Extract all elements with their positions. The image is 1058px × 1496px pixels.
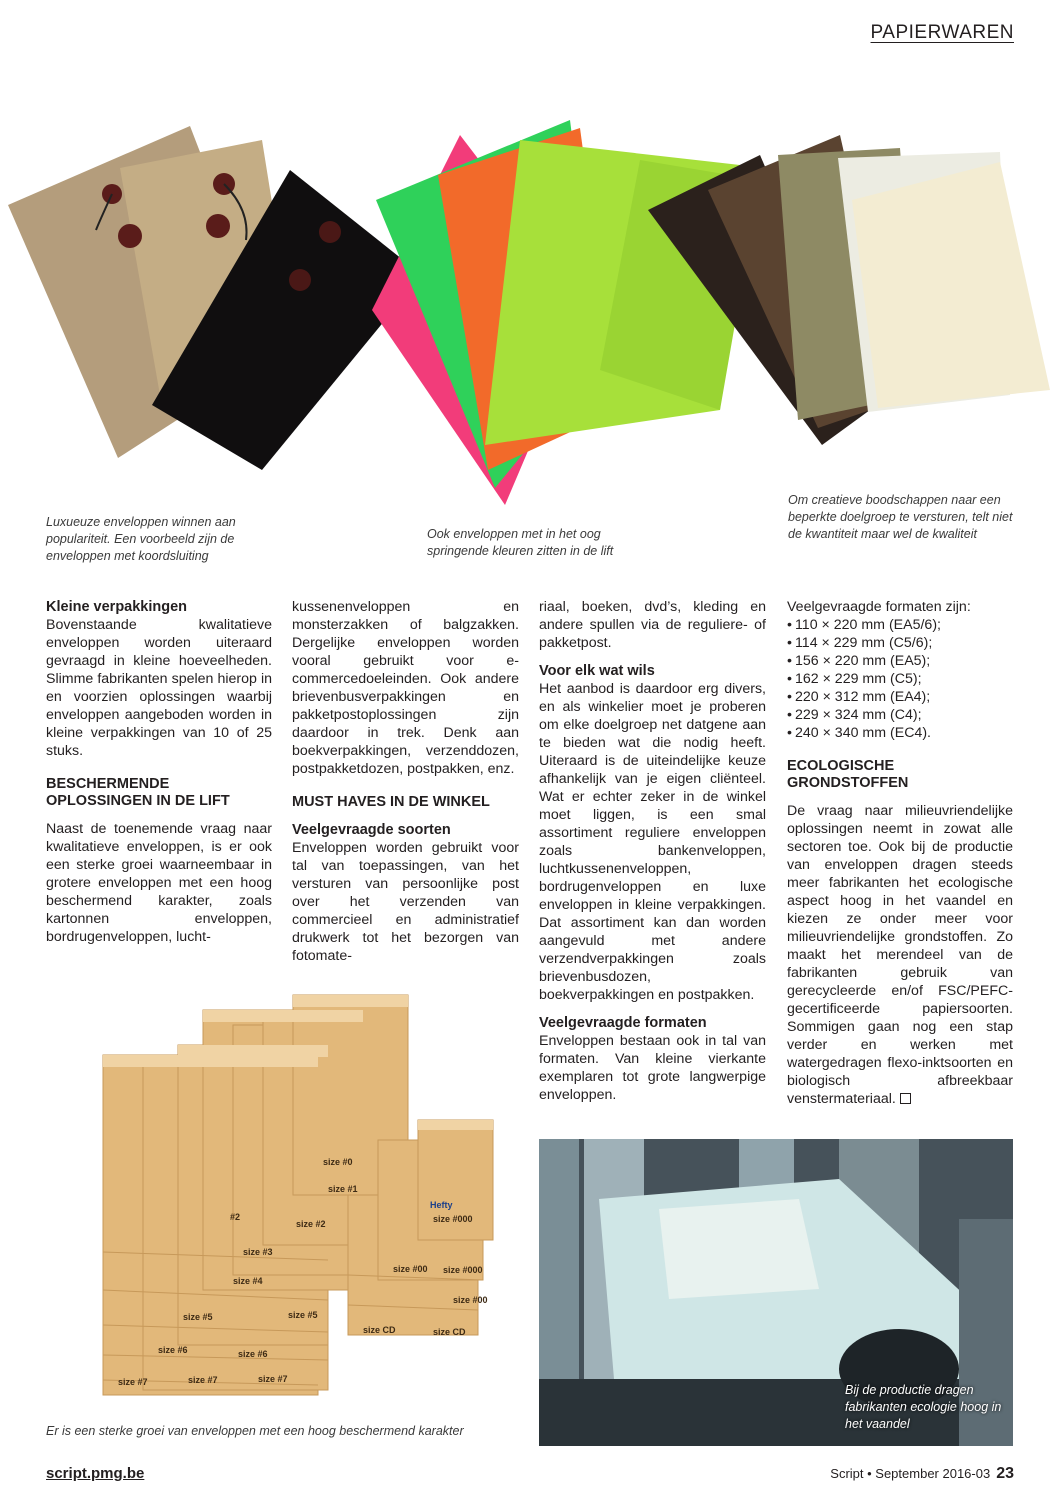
cream-envelope [852, 162, 1050, 408]
bubble-envelopes-photo [58, 990, 508, 1410]
list-item: • 162 × 229 mm (C5); [787, 670, 1013, 688]
svg-text:size CD: size CD [433, 1327, 466, 1337]
envelopes-photo [0, 110, 1058, 510]
svg-text:size CD: size CD [363, 1325, 396, 1335]
svg-text:size #000: size #000 [433, 1214, 473, 1224]
svg-text:size #7: size #7 [118, 1377, 148, 1387]
svg-text:size #5: size #5 [183, 1312, 213, 1322]
paragraph-veelgevraagde-formaten: Enveloppen bestaan ook in tal van formaten. Van kleine vierkante exemplaren tot grote langwerpige enveloppen. [539, 1033, 766, 1103]
paragraph-ecologische-grondstoffen: De vraag naar milieuvriendelijke oplossingen neemt in zowat alle sectoren toe. Ook bij de productie van enveloppen dragen steeds meer fabrikanten het ecologische aspect hoog in het vaandel en kiezen ze onder meer voor milieuvriendelijke grondstoffen. Zo maakt het merendeel van de fabrikanten gebruik van gerecycleerde en/of FSC/PEFC-gecertificeerde papiersoorten. Sommigen gaan nog een stap verder en werken met watergedragen flexo-inktsoorten en biologisch afbreekbaar venstermateriaal. [787, 803, 1013, 1107]
heading-veelgevraagde-soorten: Veelgevraagde soorten [292, 822, 451, 838]
string-button [289, 269, 311, 291]
paragraph-beschermende-oplossingen: Naast de toenemende vraag naar kwalitatieve enveloppen, is er ook een sterke groei waarneembaar in grotere enveloppen met een hoog beschermend karakter, zoals kartonnen enveloppen, bordrugenveloppen, lucht- [46, 821, 272, 945]
svg-text:size #7: size #7 [188, 1375, 218, 1385]
heading-must-haves: MUST HAVES IN DE WINKEL [292, 794, 490, 810]
caption-bubble: Er is een sterke groei van enveloppen met een hoog beschermend karakter [46, 1424, 464, 1438]
svg-text:Hefty: Hefty [430, 1200, 453, 1210]
string-button [206, 214, 230, 238]
svg-text:size #000: size #000 [443, 1265, 483, 1275]
list-item: • 220 × 312 mm (EA4); [787, 688, 1013, 706]
end-of-article-icon [900, 1093, 911, 1104]
footer-issue [830, 1465, 1014, 1483]
production-photo [539, 1139, 1013, 1446]
string-button [319, 221, 341, 243]
heading-kleine-verpakkingen: Kleine verpakkingen [46, 599, 188, 615]
list-item: • 114 × 229 mm (C5/6); [787, 634, 1013, 652]
page-number: 23 [996, 1465, 1014, 1482]
formaten-list [787, 616, 1013, 742]
column-2 [292, 598, 519, 965]
list-item: • 229 × 324 mm (C4); [787, 706, 1013, 724]
svg-text:size #7: size #7 [258, 1374, 288, 1384]
svg-text:size #0: size #0 [323, 1157, 353, 1167]
caption-luxury: Luxueuze enveloppen winnen aan populariteit. Een voorbeeld zijn de enveloppen met koordsluiting [46, 515, 236, 563]
svg-text:size #6: size #6 [158, 1345, 188, 1355]
issue-label: Script • September 2016-03 [830, 1466, 991, 1481]
svg-text:size #2: size #2 [296, 1219, 326, 1229]
column-1 [46, 598, 272, 946]
formaten-intro: Veelgevraagde formaten zijn: [787, 599, 971, 615]
svg-text:size #1: size #1 [328, 1184, 358, 1194]
list-item: • 156 × 220 mm (EA5); [787, 652, 1013, 670]
svg-text:size #00: size #00 [393, 1264, 428, 1274]
heading-ecologische-grondstoffen: ECOLOGISCHE GRONDSTOFFEN [787, 758, 909, 791]
paragraph-voor-elk-wat-wils: Het aanbod is daardoor erg divers, en als winkelier moet je proberen om elke doelgroep net datgene aan te bieden wat die nodig heeft. Uiteraard is de uiteindelijke keuze afhankelijk van je eigen cliënteel. Wat er echter zeker in de winkel moet liggen, is een smal assortiment reguliere enveloppen zoals bankenveloppen, luchtkussenenveloppen, bordrugenveloppen en luxe enveloppen in kleine verpakkingen. Dat assortiment kan dan worden aangevuld met andere verzendverpakkingen zoals brievenbusdozen, boekverpakkingen en postpakken. [539, 681, 766, 1003]
list-item: • 110 × 220 mm (EA5/6); [787, 616, 1013, 634]
svg-text:size #4: size #4 [233, 1276, 263, 1286]
footer-site-link[interactable]: script.pmg.be [46, 1465, 145, 1482]
caption-colored: Ook enveloppen met in het oog springende kleuren zitten in de lift [427, 527, 614, 558]
paragraph-veelgevraagde-soorten: Enveloppen worden gebruikt voor tal van toepassingen, van het versturen van persoonlijke post over het verzenden van commercieel en administratief drukwerk tot het bezorgen van fotomate- [292, 840, 519, 964]
svg-text:size #6: size #6 [238, 1349, 268, 1359]
heading-voor-elk-wat-wils: Voor elk wat wils [539, 663, 655, 679]
list-item: • 240 × 340 mm (EC4). [787, 724, 1013, 742]
svg-text:#2: #2 [230, 1212, 241, 1222]
paragraph-kleine-verpakkingen: Bovenstaande kwalitatieve enveloppen worden uiteraard gevraagd in kleine hoeveelheden. Slimme fabrikanten spelen hierop in en voorzien oplossingen waarbij enveloppen aangeboden worden in kleine verpakkingen van 10 of 25 stuks. [46, 617, 272, 759]
paragraph-beschermende-continued: kussenenveloppen en monsterzakken of balgzakken. Dergelijke enveloppen worden vooral gebruikt voor e-commercedoeleinden. Ook andere brievenbusverpakkingen en pakketpostoplossingen zijn daardoor in trek. Denk aan boekverpakkingen, verzenddozen, postpakketdozen, postpakken, enz. [292, 599, 519, 777]
svg-text:size #3: size #3 [243, 1247, 273, 1257]
caption-production: Bij de productie dragen fabrikanten ecologie hoog in het vaandel [845, 1383, 1002, 1431]
svg-text:size #5: size #5 [288, 1310, 318, 1320]
heading-beschermende-oplossingen: BESCHERMENDE OPLOSSINGEN IN DE LIFT [46, 776, 230, 809]
string-button [118, 224, 142, 248]
caption-creative: Om creatieve boodschappen naar een beperkte doelgroep te versturen, telt niet de kwantiteit maar wel de kwaliteit [788, 493, 1013, 541]
column-4 [787, 598, 1013, 1108]
section-label: PAPIERWAREN [870, 22, 1014, 43]
column-3 [539, 598, 766, 1104]
paragraph-soorten-continued: riaal, boeken, dvd’s, kleding en andere spullen via de reguliere- of pakketpost. [539, 599, 766, 651]
heading-veelgevraagde-formaten: Veelgevraagde formaten [539, 1015, 707, 1031]
svg-text:size #00: size #00 [453, 1295, 488, 1305]
